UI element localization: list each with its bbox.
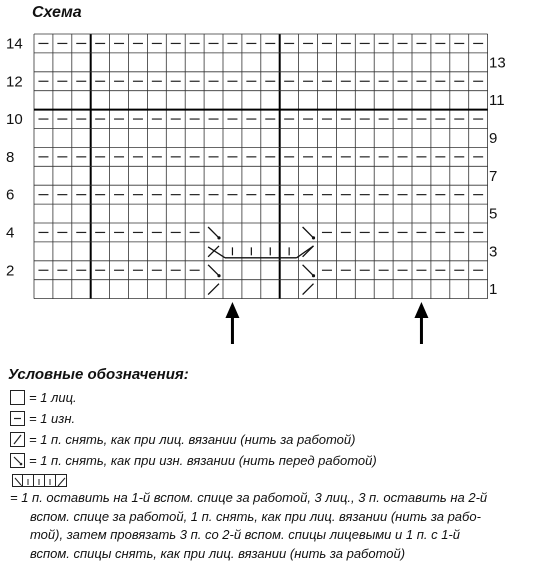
legend-item-text: = 1 изн. [29,411,76,426]
slip-front-stitch-mark [303,265,313,275]
legend-item-knit [10,390,77,405]
cable-description [10,489,530,563]
row-number-right: 11 [489,92,505,110]
slip-back-stitch-mark [208,284,219,295]
cable-description-line: вспом. спицы снять, как при лиц. вязании (нить за работой) [30,545,406,561]
row-number-left: 6 [6,186,15,204]
slip-front-stitch-mark [208,265,218,275]
slip-front-symbol-icon [10,453,25,468]
row-number-right: 5 [489,205,498,223]
up-arrow-icon [225,302,239,318]
up-arrow-icon [414,302,428,318]
slip-back-symbol-icon [10,432,25,447]
slip-front-stitch-mark [208,227,218,237]
slip-front-stitch-mark [217,236,220,239]
row-number-right: 9 [489,129,498,147]
row-number-right: 1 [489,281,498,299]
legend-item-text: = 1 п. снять, как при лиц. вязании (нить за работой) [29,432,356,447]
legend-item-slip-front [10,453,377,468]
cable-description-line: вспом. спице за работой, 1 п. снять, как при лиц. вязании (нить за рабо- [30,508,481,524]
cable-cross-line [297,246,314,258]
knit-symbol-icon [10,390,25,405]
row-number-left: 10 [6,111,23,129]
row-number-left: 12 [6,73,23,91]
legend-heading: Условные обозначения: [8,366,189,383]
row-number-left: 4 [6,224,15,242]
chart-title: Схема [32,4,82,21]
legend-item-slip-back [10,432,355,447]
cable-description-line: той), затем провязать 3 п. со 2-й вспом. спицы лицевыми и 1 п. с 1-й [30,527,460,542]
cable-description-line: = 1 п. оставить на 1-й вспом. спице за работой, 3 лиц., 3 п. оставить на 2-й [10,490,488,505]
legend-item-purl [10,411,75,426]
slip-front-stitch-mark [303,227,313,237]
legend-item-cable [10,472,67,487]
cable-symbol-icon [12,474,67,487]
row-number-right: 7 [489,167,498,185]
slip-back-stitch-mark [303,284,314,295]
row-number-left: 8 [6,148,15,166]
slip-front-stitch-mark [312,236,315,239]
legend-item-text: = 1 п. снять, как при изн. вязании (нить перед работой) [29,453,377,468]
slip-front-stitch-mark [217,274,220,277]
slip-front-stitch-mark [312,274,315,277]
row-number-right: 3 [489,243,498,261]
row-number-left: 2 [6,262,15,280]
legend-item-text: = 1 лиц. [29,390,77,405]
purl-symbol-icon [10,411,25,426]
row-number-left: 14 [6,35,23,53]
row-number-right: 13 [489,54,506,72]
